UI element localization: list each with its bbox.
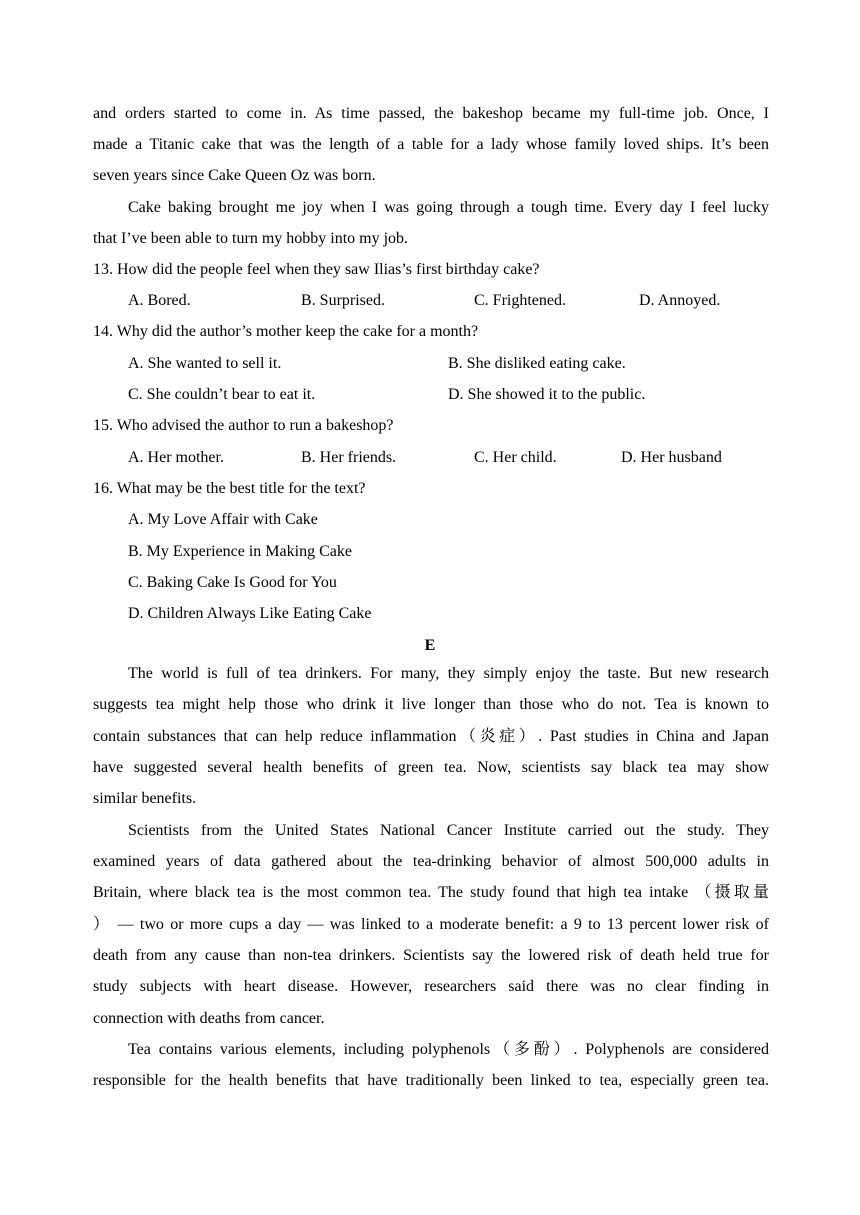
answer-option: D. Children Always Like Eating Cake — [128, 605, 372, 622]
passage-e-line: similar benefits. — [93, 790, 197, 807]
passage-e-line: examined years of data gathered about the tea-drinking behavior of almost 500,000 adults in — [93, 853, 769, 870]
question-stem: 16. What may be the best title for the text? — [93, 480, 366, 497]
question-stem: 13. How did the people feel when they saw Ilias’s first birthday cake? — [93, 261, 540, 278]
answer-option: B. My Experience in Making Cake — [128, 543, 352, 560]
answer-option: C. Her child. — [474, 449, 557, 466]
answer-option: B. She disliked eating cake. — [448, 355, 626, 372]
question-stem: 15. Who advised the author to run a bakeshop? — [93, 417, 394, 434]
answer-option: C. Frightened. — [474, 292, 566, 309]
answer-option: D. Annoyed. — [639, 292, 721, 309]
passage-e-line: Britain, where black tea is the most common tea. The study found that high tea intake （摄取量 — [93, 884, 769, 901]
passage-e-line: study subjects with heart disease. However, researchers said there was no clear finding in — [93, 978, 769, 995]
answer-option: C. Baking Cake Is Good for You — [128, 574, 337, 591]
passage-e-line: have suggested several health benefits of green tea. Now, scientists say black tea may show — [93, 759, 769, 776]
passage-e-line: ） — two or more cups a day — was linked to a moderate benefit: a 9 to 13 percent lower risk of — [93, 916, 769, 933]
passage-d-line: that I’ve been able to turn my hobby into my job. — [93, 230, 409, 247]
passage-d-line: made a Titanic cake that was the length of a table for a lady whose family loved ships. It’s been — [93, 136, 769, 153]
answer-option: D. Her husband — [621, 449, 722, 466]
passage-d-line: Cake baking brought me joy when I was going through a tough time. Every day I feel lucky — [128, 199, 769, 216]
passage-d-line: seven years since Cake Queen Oz was born. — [93, 167, 376, 184]
answer-option: C. She couldn’t bear to eat it. — [128, 386, 316, 403]
answer-option: A. My Love Affair with Cake — [128, 511, 318, 528]
answer-option: B. Her friends. — [301, 449, 397, 466]
passage-e-line: death from any cause than non-tea drinkers. Scientists say the lowered risk of death held true for — [93, 947, 769, 964]
passage-e-line: Scientists from the United States National Cancer Institute carried out the study. They — [128, 822, 769, 839]
answer-option: A. Bored. — [128, 292, 191, 309]
passage-heading: E — [424, 637, 436, 654]
question-stem: 14. Why did the author’s mother keep the cake for a month? — [93, 323, 479, 340]
answer-option: B. Surprised. — [301, 292, 385, 309]
passage-e-line: responsible for the health benefits that have traditionally been linked to tea, especially green tea. — [93, 1072, 769, 1089]
passage-e-line: suggests tea might help those who drink it live longer than those who do not. Tea is known to — [93, 696, 769, 713]
passage-e-line: Tea contains various elements, including polyphenols（多酚）. Polyphenols are considered — [128, 1041, 769, 1058]
passage-e-line: connection with deaths from cancer. — [93, 1010, 325, 1027]
passage-e-line: contain substances that can help reduce inflammation（炎症）. Past studies in China and Japan — [93, 728, 769, 745]
passage-e-line: The world is full of tea drinkers. For many, they simply enjoy the taste. But new research — [128, 665, 769, 682]
answer-option: A. Her mother. — [128, 449, 224, 466]
passage-d-line: and orders started to come in. As time passed, the bakeshop became my full-time job. Once, I — [93, 105, 769, 122]
answer-option: D. She showed it to the public. — [448, 386, 646, 403]
answer-option: A. She wanted to sell it. — [128, 355, 282, 372]
